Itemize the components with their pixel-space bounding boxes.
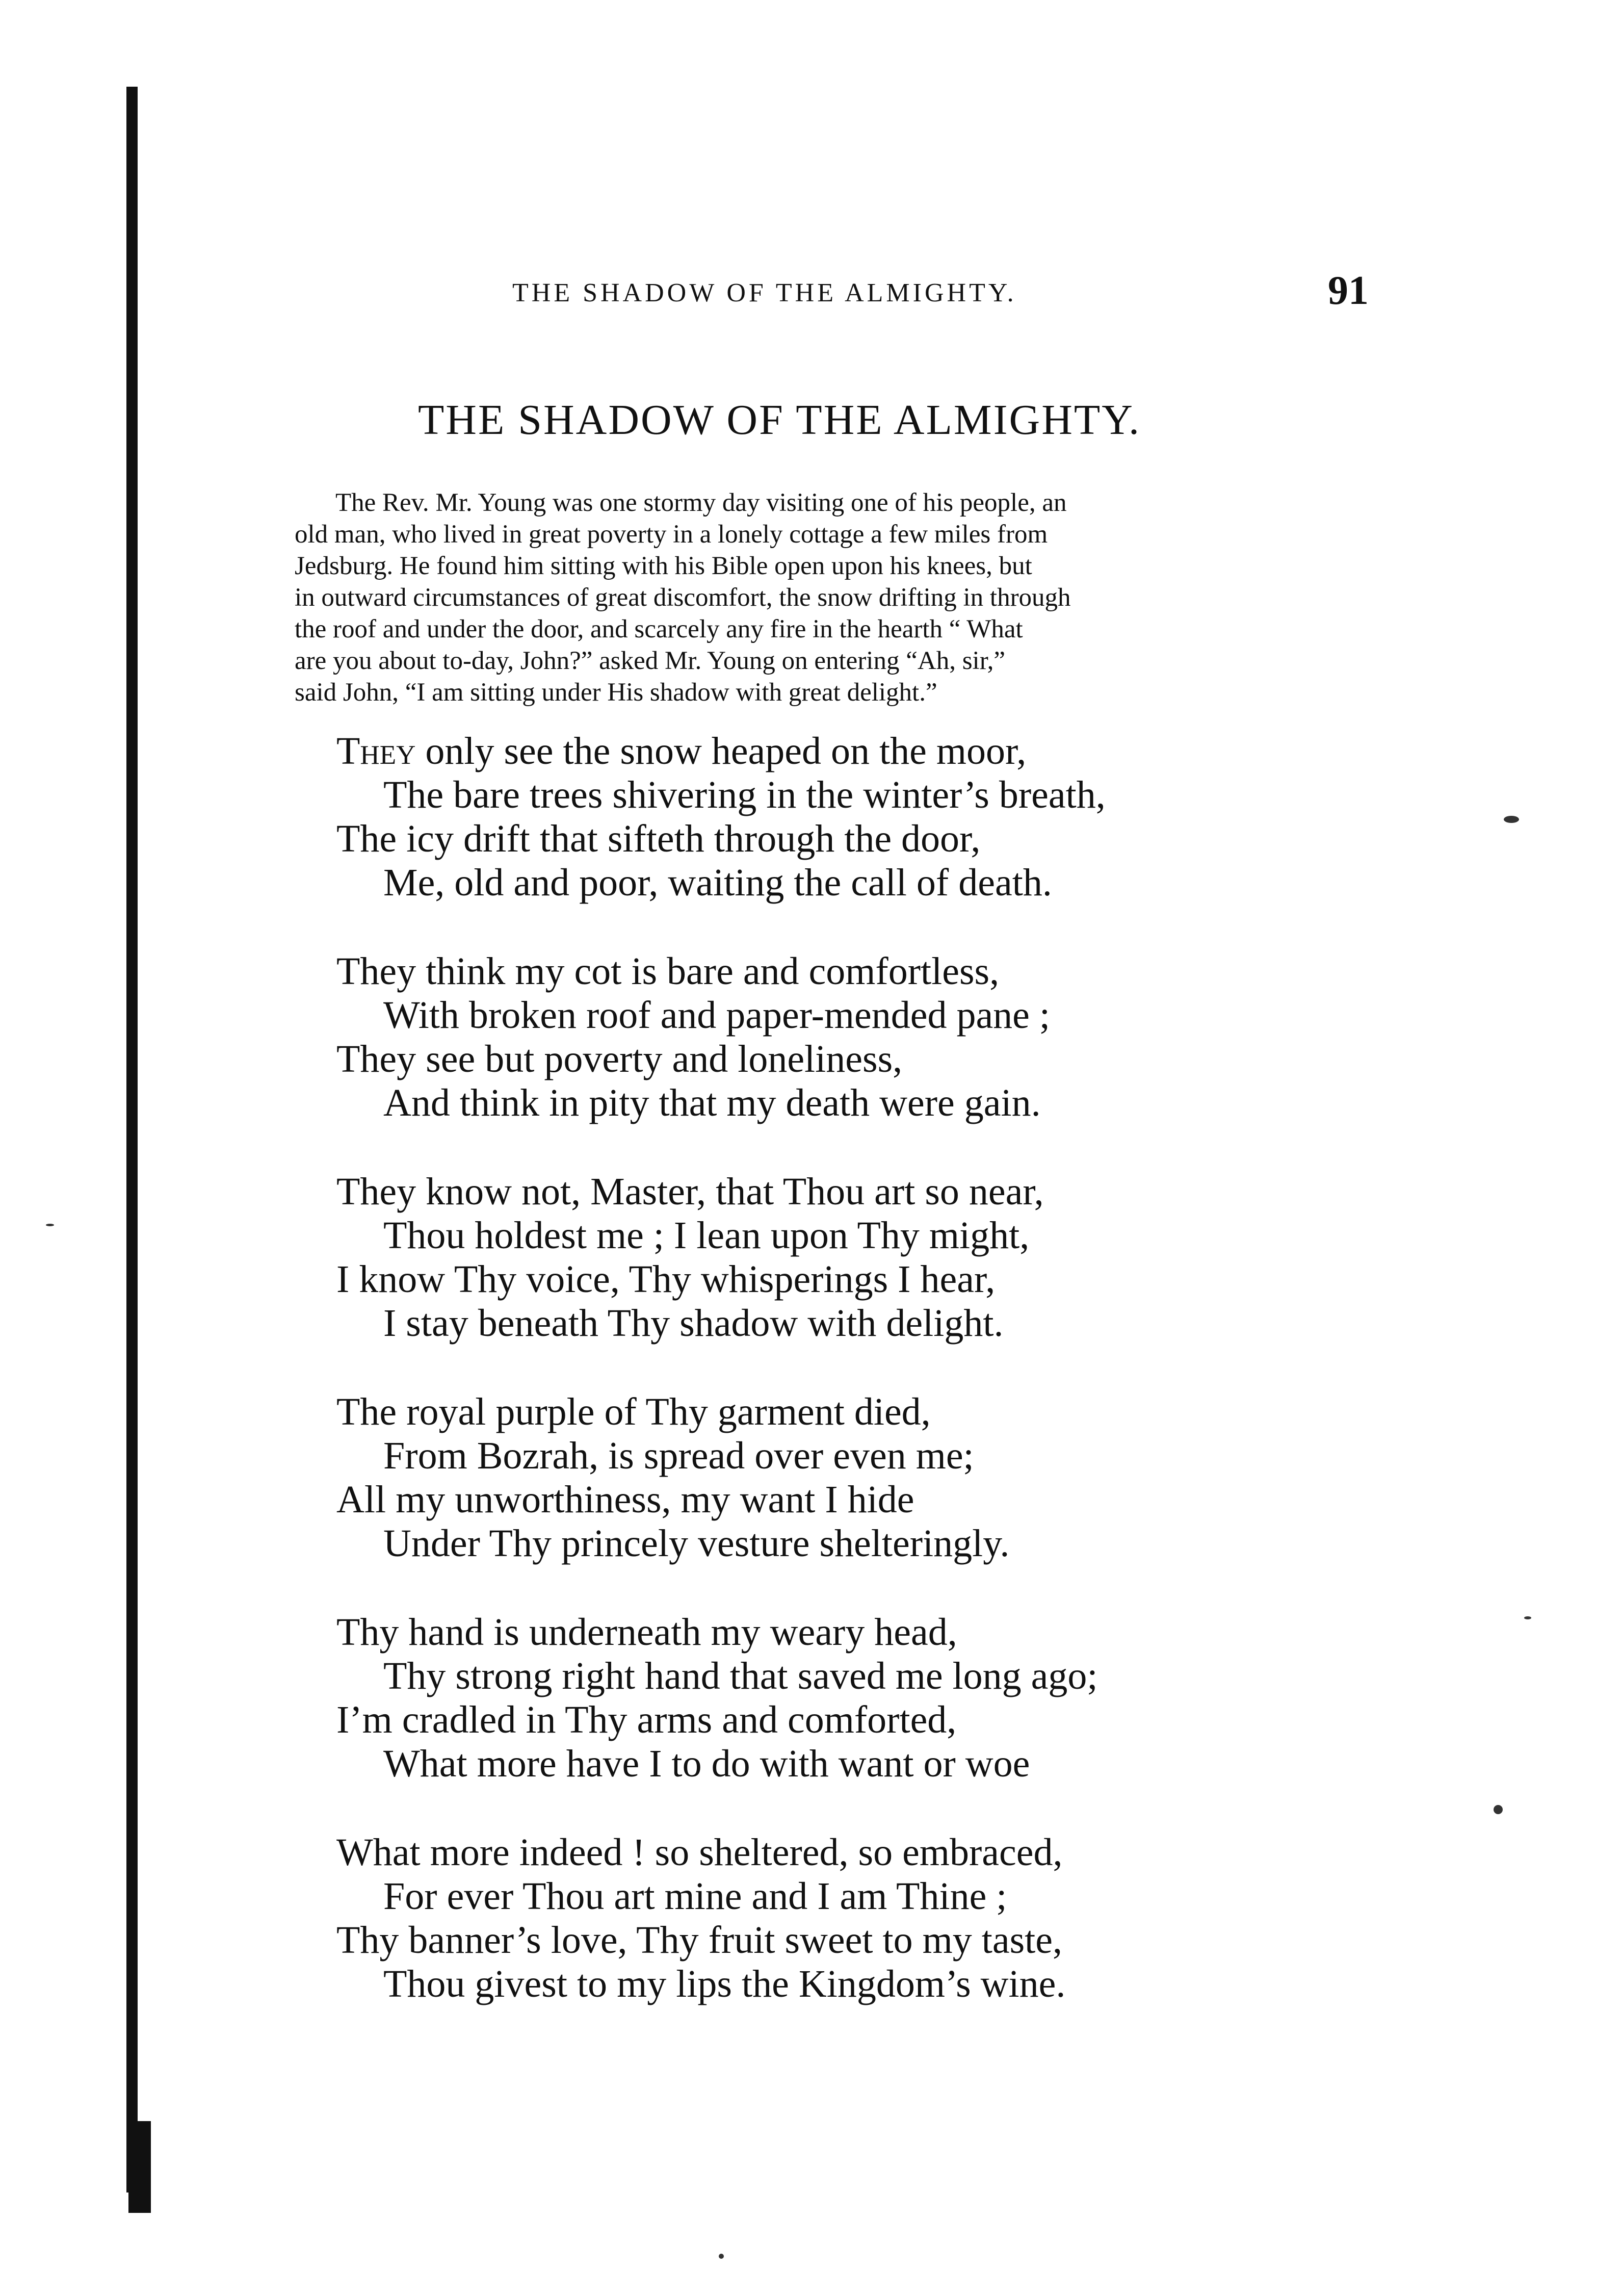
- stanza-3: [336, 1170, 1356, 1345]
- poem-line: Thy strong right hand that saved me long ago;: [383, 1655, 1098, 1697]
- intro-line: in outward circumstances of great discomfort, the snow drifting in through: [295, 583, 1071, 612]
- poem-line: The royal purple of Thy garment died,: [336, 1390, 931, 1433]
- poem-line: And think in pity that my death were gain.: [383, 1081, 1041, 1124]
- poem-line: I’m cradled in Thy arms and comforted,: [336, 1698, 957, 1741]
- poem-line: The icy drift that sifteth through the door,: [336, 817, 981, 860]
- scan-speck: [1504, 816, 1519, 823]
- intro-line: the roof and under the door, and scarcely any fire in the hearth “ What: [295, 615, 1023, 643]
- poem-line: Thy hand is underneath my weary head,: [336, 1611, 957, 1654]
- intro-paragraph: [295, 487, 1369, 708]
- stanza-6: [336, 1830, 1356, 2006]
- stanza-1: [336, 729, 1356, 905]
- intro-line: said John, “I am sitting under His shadow with great delight.”: [295, 678, 937, 707]
- page-title: THE SHADOW OF THE ALMIGHTY.: [418, 396, 1141, 444]
- intro-line: Jedsburg. He found him sitting with his Bible open upon his knees, but: [295, 552, 1032, 580]
- poem-line: What more have I to do with want or woe: [383, 1742, 1030, 1785]
- binding-edge: [126, 87, 138, 2192]
- poem-line: Under Thy princely vesture shelteringly.: [383, 1522, 1010, 1565]
- poem-line: Thou givest to my lips the Kingdom’s wine.: [383, 1963, 1066, 2005]
- poem: [336, 729, 1356, 2051]
- scan-speck: [1524, 1616, 1531, 1619]
- poem-line: [336, 729, 1356, 773]
- poem-line: All my unworthiness, my want I hide: [336, 1478, 914, 1521]
- poem-line: I stay beneath Thy shadow with delight.: [383, 1302, 1004, 1345]
- poem-line: I know Thy voice, Thy whisperings I hear,: [336, 1258, 996, 1301]
- stanza-4: [336, 1390, 1356, 1565]
- scan-speck: [1494, 1805, 1503, 1814]
- poem-line: They know not, Master, that Thou art so near,: [336, 1170, 1044, 1213]
- scan-speck: [46, 1224, 54, 1226]
- binding-edge-bottom: [128, 2121, 151, 2213]
- poem-line: They see but poverty and loneliness,: [336, 1038, 903, 1080]
- stanza-2: [336, 949, 1356, 1125]
- poem-line: With broken roof and paper-mended pane ;: [383, 994, 1051, 1037]
- poem-line: For ever Thou art mine and I am Thine ;: [383, 1875, 1007, 1918]
- scan-speck: [719, 2254, 724, 2259]
- intro-line: old man, who lived in great poverty in a lonely cottage a few miles from: [295, 520, 1048, 549]
- poem-line: Me, old and poor, waiting the call of death.: [383, 861, 1052, 904]
- intro-line: are you about to-day, John?” asked Mr. Young on entering “Ah, sir,”: [295, 647, 1006, 675]
- poem-line: Thou holdest me ; I lean upon Thy might,: [383, 1214, 1030, 1257]
- poem-line: The bare trees shivering in the winter’s breath,: [383, 773, 1106, 816]
- poem-line: Thy banner’s love, Thy fruit sweet to my taste,: [336, 1919, 1062, 1962]
- running-head: [512, 268, 1369, 324]
- page-number: 91: [1328, 268, 1369, 313]
- poem-line: From Bozrah, is spread over even me;: [383, 1434, 974, 1477]
- poem-line: They think my cot is bare and comfortless,: [336, 950, 1000, 993]
- poem-line-rest: only see the snow heaped on the moor,: [415, 730, 1027, 772]
- poem-line: What more indeed ! so sheltered, so embraced,: [336, 1831, 1063, 1874]
- stanza-5: [336, 1610, 1356, 1786]
- running-title: THE SHADOW OF THE ALMIGHTY.: [512, 278, 1017, 307]
- first-word: They: [336, 730, 416, 772]
- intro-line: The Rev. Mr. Young was one stormy day visiting one of his people, an: [335, 488, 1067, 517]
